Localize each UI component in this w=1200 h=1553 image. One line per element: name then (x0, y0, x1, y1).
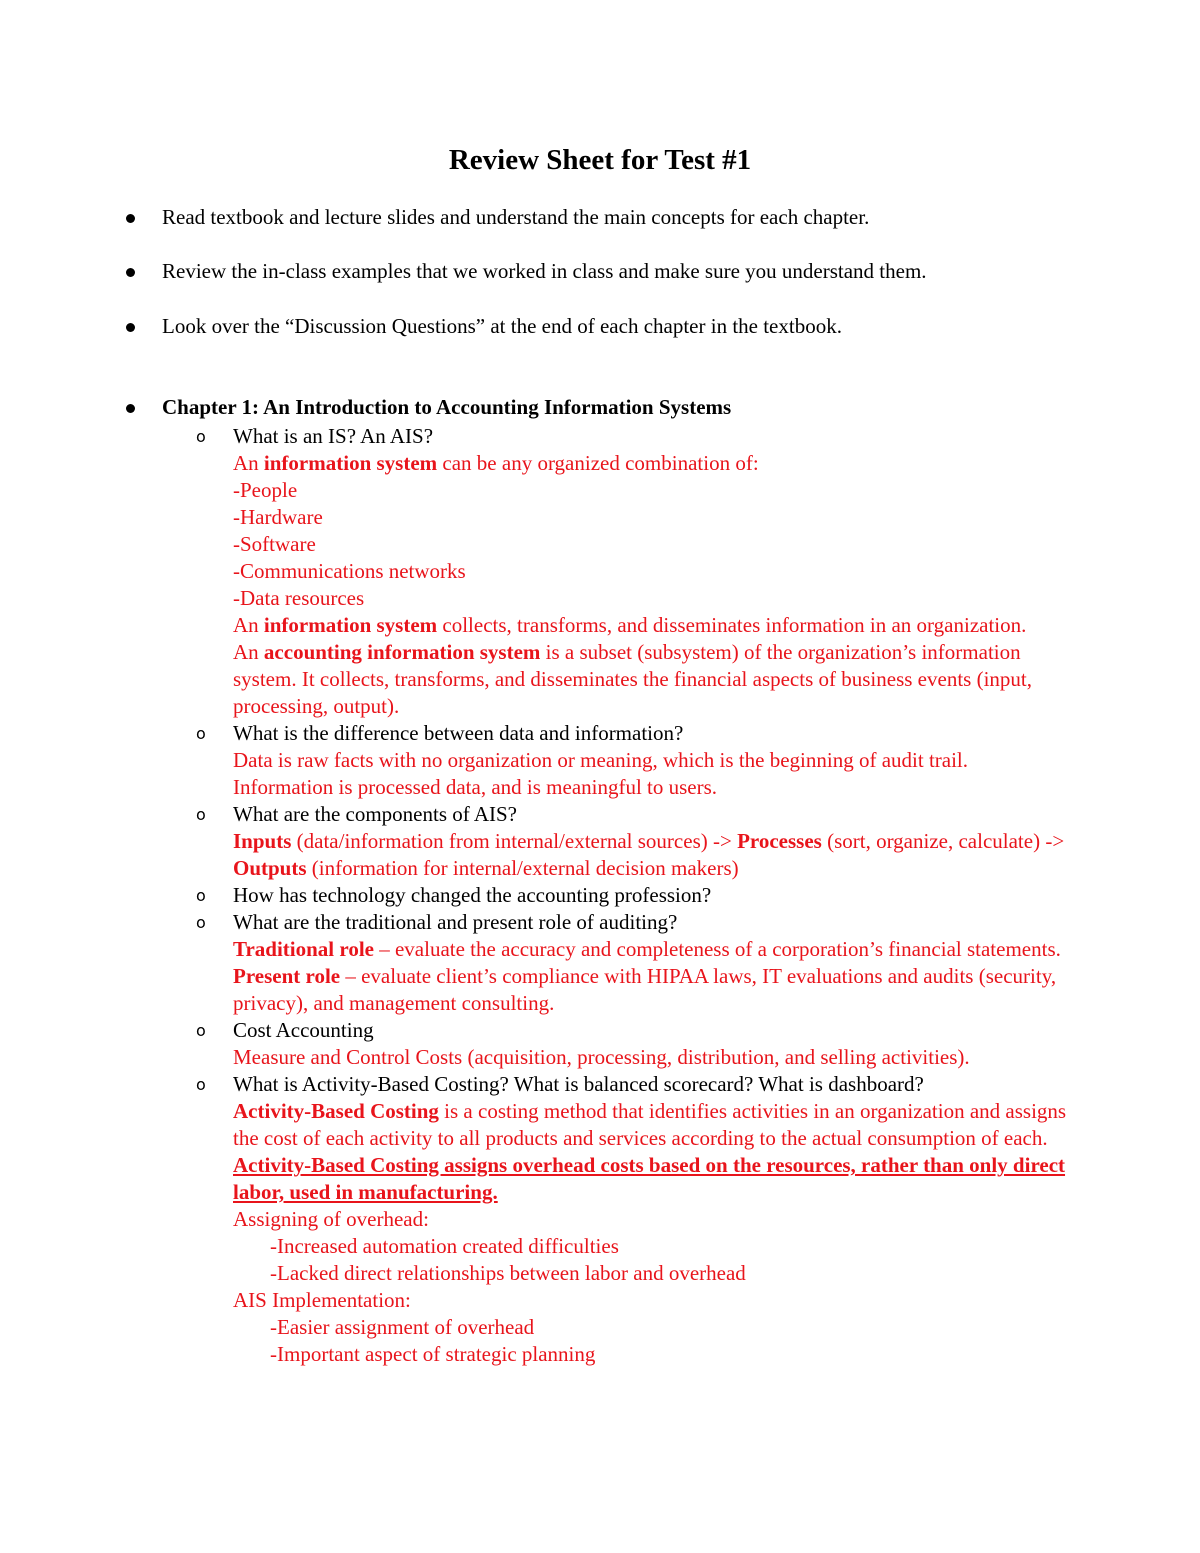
question-item (0, 882, 1200, 909)
bullet-dot-icon (126, 214, 135, 223)
chapter-heading: Chapter 1: An Introduction to Accounting Information Systems (162, 395, 732, 419)
question-text: What are the components of AIS? (233, 802, 517, 826)
question-item (0, 801, 1200, 882)
answer-text: Traditional role – evaluate the accuracy and completeness of a corporation’s financial statements. (233, 937, 1061, 961)
question-item (0, 1071, 1200, 1368)
circle-bullet-icon: o (196, 724, 206, 743)
circle-bullet-icon: o (196, 805, 206, 824)
question-text: Cost Accounting (233, 1018, 374, 1042)
question-item (0, 1017, 1200, 1071)
answer-text: Information is processed data, and is meaningful to users. (233, 775, 718, 799)
circle-bullet-icon: o (196, 1021, 206, 1040)
answer-text: Present role – evaluate client’s compliance with HIPAA laws, IT evaluations and audits (security, privacy), and management consulting. (233, 964, 1057, 1015)
answer-list-item: -Lacked direct relationships between labor and overhead (270, 1261, 746, 1285)
answer-list-item: -Increased automation created difficulties (270, 1234, 619, 1258)
question-item (0, 720, 1200, 801)
answer-text: Activity-Based Costing is a costing method that identifies activities in an organization and assigns the cost of each activity to all products and services according to the actual consumption of each. Activity-Based Costing assigns overhead costs based on the resources, rather than only direct labor, used in manufacturing. (233, 1099, 1067, 1204)
bullet-dot-icon (126, 323, 135, 332)
bullet-text: Review the in-class examples that we worked in class and make sure you understand them. (162, 259, 927, 283)
question-item (0, 909, 1200, 1017)
bullet-dot-icon (126, 404, 135, 413)
bullet-dot-icon (126, 268, 135, 277)
bullet-text: Look over the “Discussion Questions” at the end of each chapter in the textbook. (162, 314, 842, 338)
answer-list-item: -Hardware (233, 505, 323, 529)
answer-text: Data is raw facts with no organization or meaning, which is the beginning of audit trail. (233, 748, 969, 772)
answer-text: An information system can be any organized combination of: (233, 451, 759, 475)
answer-text: An information system collects, transforms, and disseminates information in an organization. (233, 613, 1027, 637)
answer-list-item: -Software (233, 532, 316, 556)
answer-list-item: -Data resources (233, 586, 365, 610)
question-text: What is the difference between data and information? (233, 721, 684, 745)
circle-bullet-icon: o (196, 1075, 206, 1094)
answer-text: Inputs (data/information from internal/external sources) -> Processes (sort, organize, calculate) -> Outputs (information for internal/external decision makers) (233, 829, 1065, 880)
answer-text: Measure and Control Costs (acquisition, processing, distribution, and selling activities). (233, 1045, 970, 1069)
question-text: What is an IS? An AIS? (233, 424, 434, 448)
question-text: What are the traditional and present role of auditing? (233, 910, 678, 934)
question-text: What is Activity-Based Costing? What is balanced scorecard? What is dashboard? (233, 1072, 924, 1096)
question-text: How has technology changed the accounting profession? (233, 883, 712, 907)
answer-subheading: AIS Implementation: (233, 1288, 411, 1312)
circle-bullet-icon: o (196, 913, 206, 932)
answer-list-item: -Important aspect of strategic planning (270, 1342, 596, 1366)
chapter-1-questions (0, 423, 1200, 1368)
bullet-text: Read textbook and lecture slides and understand the main concepts for each chapter. (162, 205, 870, 229)
circle-bullet-icon: o (196, 886, 206, 905)
answer-list-item: -People (233, 478, 298, 502)
page-title: Review Sheet for Test #1 (448, 144, 752, 176)
answer-list-item: -Easier assignment of overhead (270, 1315, 535, 1339)
circle-bullet-icon: o (196, 427, 206, 446)
answer-subheading: Assigning of overhead: (233, 1207, 429, 1231)
question-item (0, 423, 1200, 720)
answer-list-item: -Communications networks (233, 559, 466, 583)
answer-text: An accounting information system is a subset (subsystem) of the organization’s information system. It collects, transforms, and disseminates the financial aspects of business events (input, processing, output). (233, 640, 1032, 718)
